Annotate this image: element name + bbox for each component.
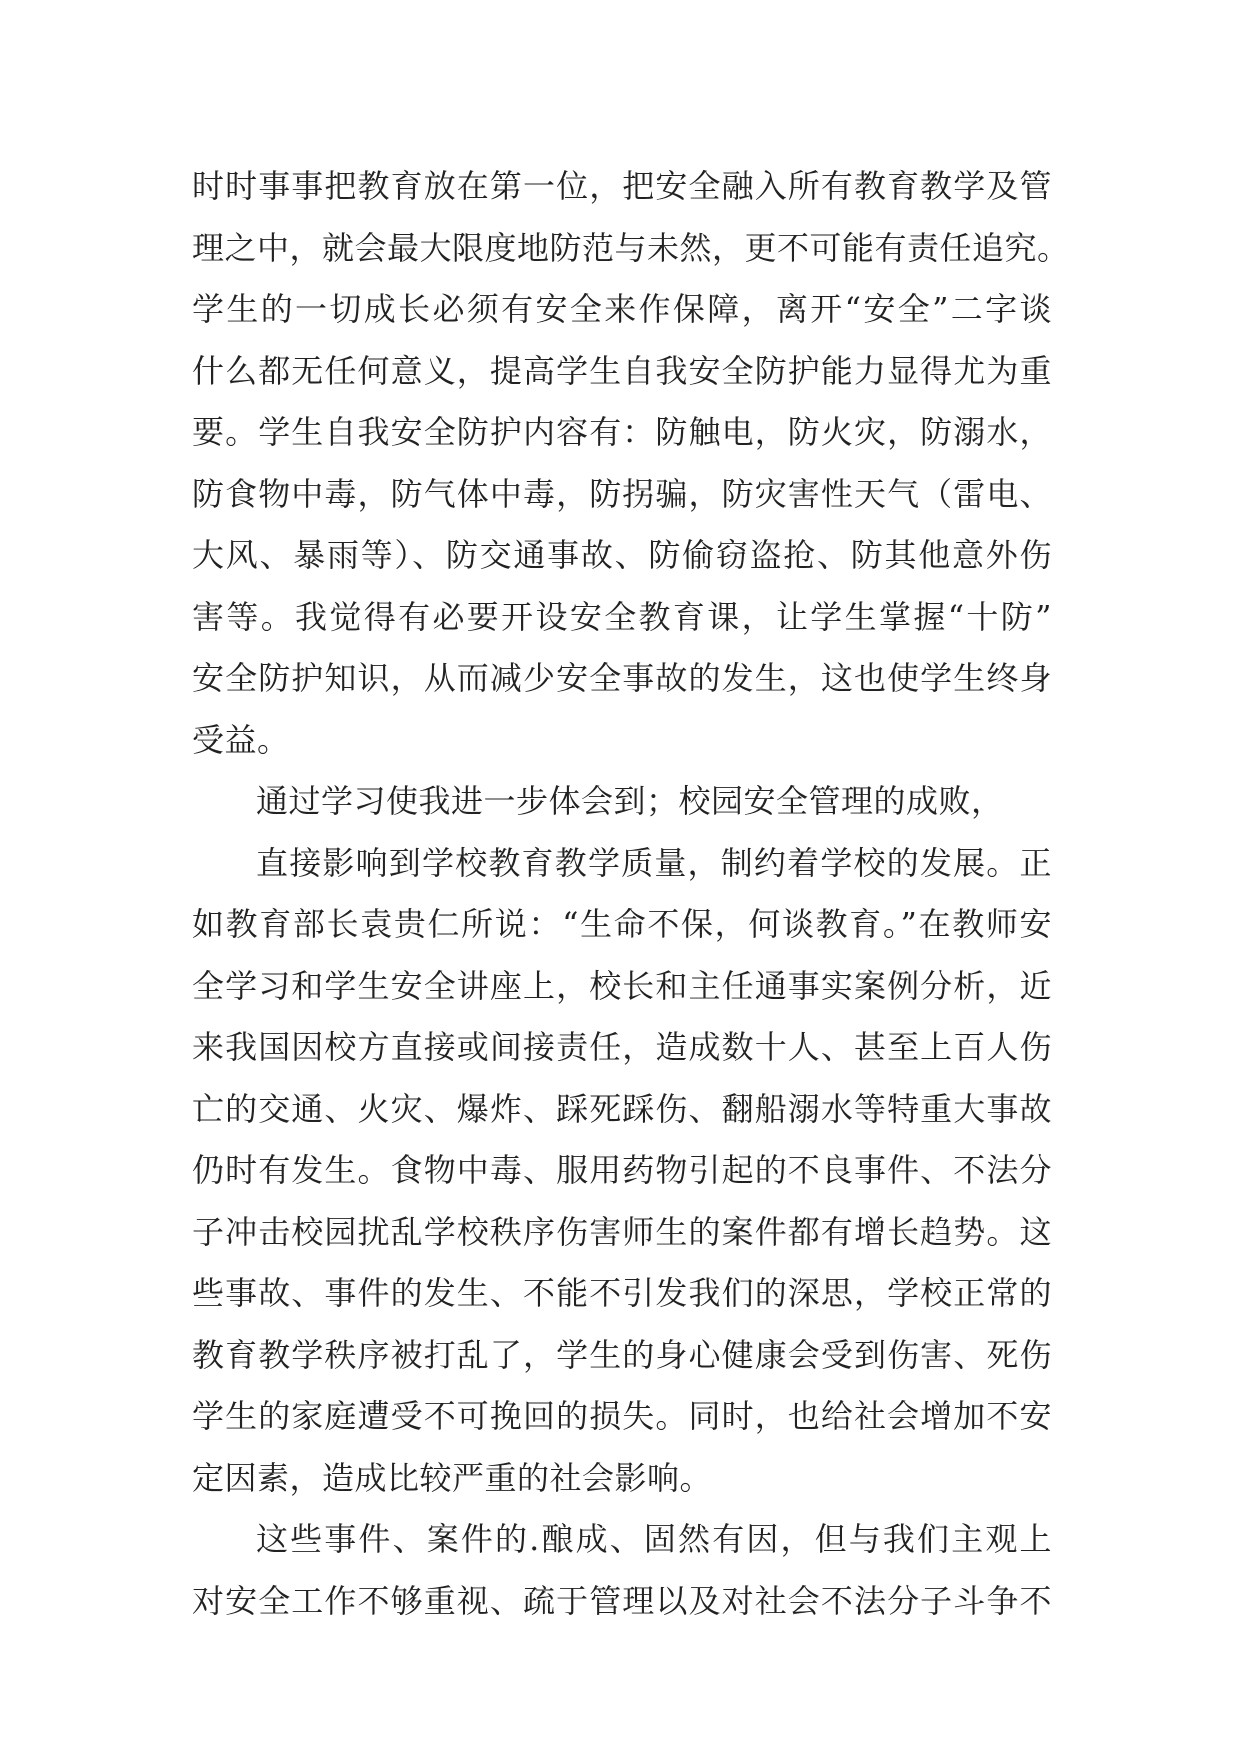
text-line: 子冲击校园扰乱学校秩序伤害师生的案件都有增长趋势。这 bbox=[192, 1212, 1052, 1251]
text-line: 学生的一切成长必须有安全来作保障，离开“安全”二字谈 bbox=[192, 290, 1052, 328]
text-line: 时时事事把教育放在第一位，把安全融入所有教育教学及管 bbox=[192, 167, 1052, 205]
text-line: 来我国因校方直接或间接责任，造成数十人、甚至上百人伤 bbox=[192, 1028, 1052, 1066]
text-line: 什么都无任何意义，提高学生自我安全防护能力显得尤为重 bbox=[192, 351, 1052, 390]
text-line: 大风、暴雨等）、防交通事故、防偷窃盗抢、防其他意外伤 bbox=[192, 536, 1052, 574]
body-text bbox=[192, 156, 1070, 1632]
text-line: 安全防护知识，从而减少安全事故的发生，这也使学生终身 bbox=[192, 659, 1052, 697]
text-line: 亡的交通、火灾、爆炸、踩死踩伤、翻船溺水等特重大事故 bbox=[192, 1089, 1052, 1128]
text-line: 要。学生自我安全防护内容有：防触电，防火灾，防溺水， bbox=[192, 413, 1052, 451]
text-line: 仍时有发生。食物中毒、服用药物引起的不良事件、不法分 bbox=[192, 1151, 1052, 1189]
text-line: 害等。我觉得有必要开设安全教育课，让学生掌握“十防” bbox=[192, 597, 1052, 636]
text-line: 对安全工作不够重视、疏于管理以及对社会不法分子斗争不 bbox=[192, 1581, 1052, 1620]
text-line: 全学习和学生安全讲座上，校长和主任通事实案例分析，近 bbox=[192, 966, 1052, 1005]
text-line: 如教育部长袁贵仁所说：“生命不保，何谈教育。”在教师安 bbox=[192, 905, 1052, 943]
text-line: 受益。 bbox=[192, 720, 290, 759]
text-line: 定因素，造成比较严重的社会影响。 bbox=[192, 1458, 713, 1497]
text-line: 防食物中毒，防气体中毒，防拐骗，防灾害性天气（雷电、 bbox=[192, 474, 1052, 513]
text-line: 通过学习使我进一步体会到；校园安全管理的成败， bbox=[256, 782, 1004, 820]
text-line: 理之中，就会最大限度地防范与未然，更不可能有责任追究。 bbox=[192, 228, 1070, 267]
text-line: 些事故、事件的发生、不能不引发我们的深思，学校正常的 bbox=[192, 1274, 1052, 1312]
text-line: 这些事件、案件的.酿成、固然有因，但与我们主观上 bbox=[256, 1520, 1052, 1558]
text-line: 直接影响到学校教育教学质量，制约着学校的发展。正 bbox=[256, 843, 1052, 882]
text-line: 教育教学秩序被打乱了，学生的身心健康会受到伤害、死伤 bbox=[192, 1335, 1052, 1374]
text-line: 学生的家庭遭受不可挽回的损失。同时，也给社会增加不安 bbox=[192, 1397, 1052, 1435]
